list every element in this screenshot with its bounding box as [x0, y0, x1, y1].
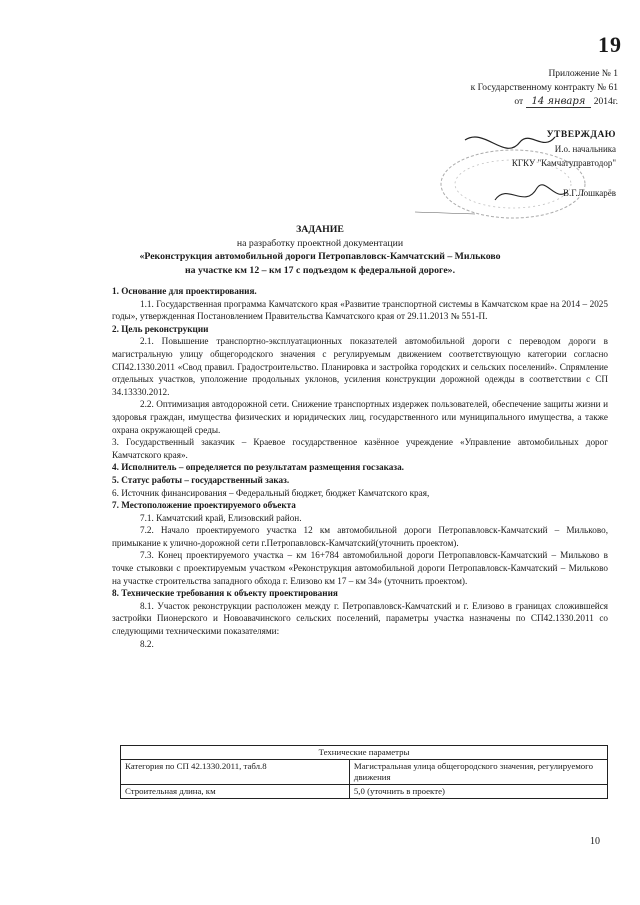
section-2-2: 2.2. Оптимизация автодорожной сети. Снижение транспортных издержек пользователей, обеспечение защиты жизни и здоровья граждан, имущества физических и юридических лиц, государственного или муниципального имущества, а также охрана окружающей среды. — [112, 399, 608, 435]
table-cell-value: Магистральная улица общегородского значения, регулируемого движения — [349, 760, 607, 785]
section-7-1: 7.1. Камчатский край, Елизовский район. — [140, 512, 302, 523]
appendix-year: 2014г. — [593, 97, 618, 107]
section-6: 6. Источник финансирования – Федеральный бюджет, бюджет Камчатского края, — [112, 487, 430, 498]
appendix-line1: Приложение № 1 — [548, 69, 618, 79]
appendix-date-day: 14 января — [526, 96, 592, 108]
section-2-title: 2. Цель реконструкции — [112, 323, 209, 334]
section-7-title: 7. Местоположение проектируемого объекта — [112, 500, 296, 511]
section-5: 5. Статус работы – государственный заказ. — [112, 474, 290, 485]
title-line-3: на участке км 12 – км 17 с подъездом к федеральной дороге». — [184, 264, 456, 276]
appendix-date — [298, 95, 618, 110]
title-line-2: «Реконструкция автомобильной дороги Петропавловск-Камчатский – Мильково — [139, 251, 501, 262]
document-title — [0, 223, 640, 277]
approval-block — [376, 128, 616, 200]
section-1-title: 1. Основание для проектирования. — [112, 286, 257, 296]
appendix-header — [298, 68, 618, 110]
table-cell-param: Категория по СП 42.1330.2011, табл.8 — [121, 760, 350, 785]
document-body — [112, 285, 608, 650]
approval-position-1: И.о. начальника — [554, 144, 616, 154]
approval-heading: УТВЕРЖДАЮ — [546, 130, 616, 140]
parameters-table-wrapper — [120, 745, 608, 799]
table-cell-param: Строительная длина, км — [121, 785, 350, 799]
section-7-3: 7.3. Конец проектируемого участка – км 16+784 автомобильной дороги Петропавловск-Камчатский – Мильково в точке стыковки с проектируемым участком «Реконструкция автомобильной дороги Петропавловск-Камчатский – Мильково на участке строительства западного обхода г. Елизово км 17 – км 34» (уточнить проектом). — [112, 550, 608, 586]
table-row — [121, 760, 608, 785]
section-4: 4. Исполнитель – определяется по результатам размещения госзаказа. — [112, 462, 404, 473]
parameters-table — [120, 745, 608, 799]
section-2-1: 2.1. Повышение транспортно-эксплуатационных показателей автомобильной дороги с переводом дороги в магистральную улицу общегородского значения с регулируемым движением соответствующую категории согласно СП42.1330.2011 «Свод правил. Градостроительство. Планировка и застройка городских и сельских поселений». Спрямление отдельных участков, уположение продольных уклонов, усиления конструкции дорожной одежды в соответствии с СП 34.13330.2012. — [112, 336, 608, 397]
table-row — [121, 785, 608, 799]
appendix-line2: к Государственному контракту № 61 — [470, 82, 618, 93]
title-word: ЗАДАНИЕ — [296, 224, 344, 235]
title-line-1: на разработку проектной документации — [236, 237, 404, 249]
section-8-title: 8. Технические требования к объекту проектирования — [112, 588, 338, 599]
table-header-row — [121, 746, 608, 760]
section-8-1: 8.1. Участок реконструкции расположен между г. Петропавловск-Камчатский и г. Елизово в границах сложившейся застройки Пионерского и Новоавачинского сельских поселений, параметры участка назначены по СП42.1330.2011 со следующими техническими показателями: — [112, 600, 608, 637]
table-cell-value: 5,0 (уточнить в проекте) — [349, 785, 607, 799]
section-8-2: 8.2. — [140, 638, 154, 649]
table-header-cell: Технические параметры — [121, 746, 608, 760]
page-number: 19 — [598, 32, 622, 57]
section-1-1: 1.1. Государственная программа Камчатского края «Развитие транспортной системы в Камчатском крае на 2014 – 2025 годы», утвержденная Постановлением Правительства Камчатского края от 29.11.2013 № 551-П. — [112, 298, 608, 322]
approval-name: В.Г.Лошкарёв — [563, 188, 616, 198]
appendix-from-label: от — [514, 97, 524, 107]
footer-page-number: 10 — [590, 836, 600, 847]
approval-position-2: КГКУ "Камчатуправтодор" — [511, 158, 616, 168]
section-7-2: 7.2. Начало проектируемого участка 12 км автомобильной дороги Петропавловск-Камчатский – Мильково, примыкание к улично-дорожной сети г.Петропавловск-Камчатский(уточнить проектом). — [112, 525, 608, 548]
section-3: 3. Государственный заказчик – Краевое государственное казённое учреждение «Управление автомобильных дорог Камчатского края». — [112, 437, 608, 460]
